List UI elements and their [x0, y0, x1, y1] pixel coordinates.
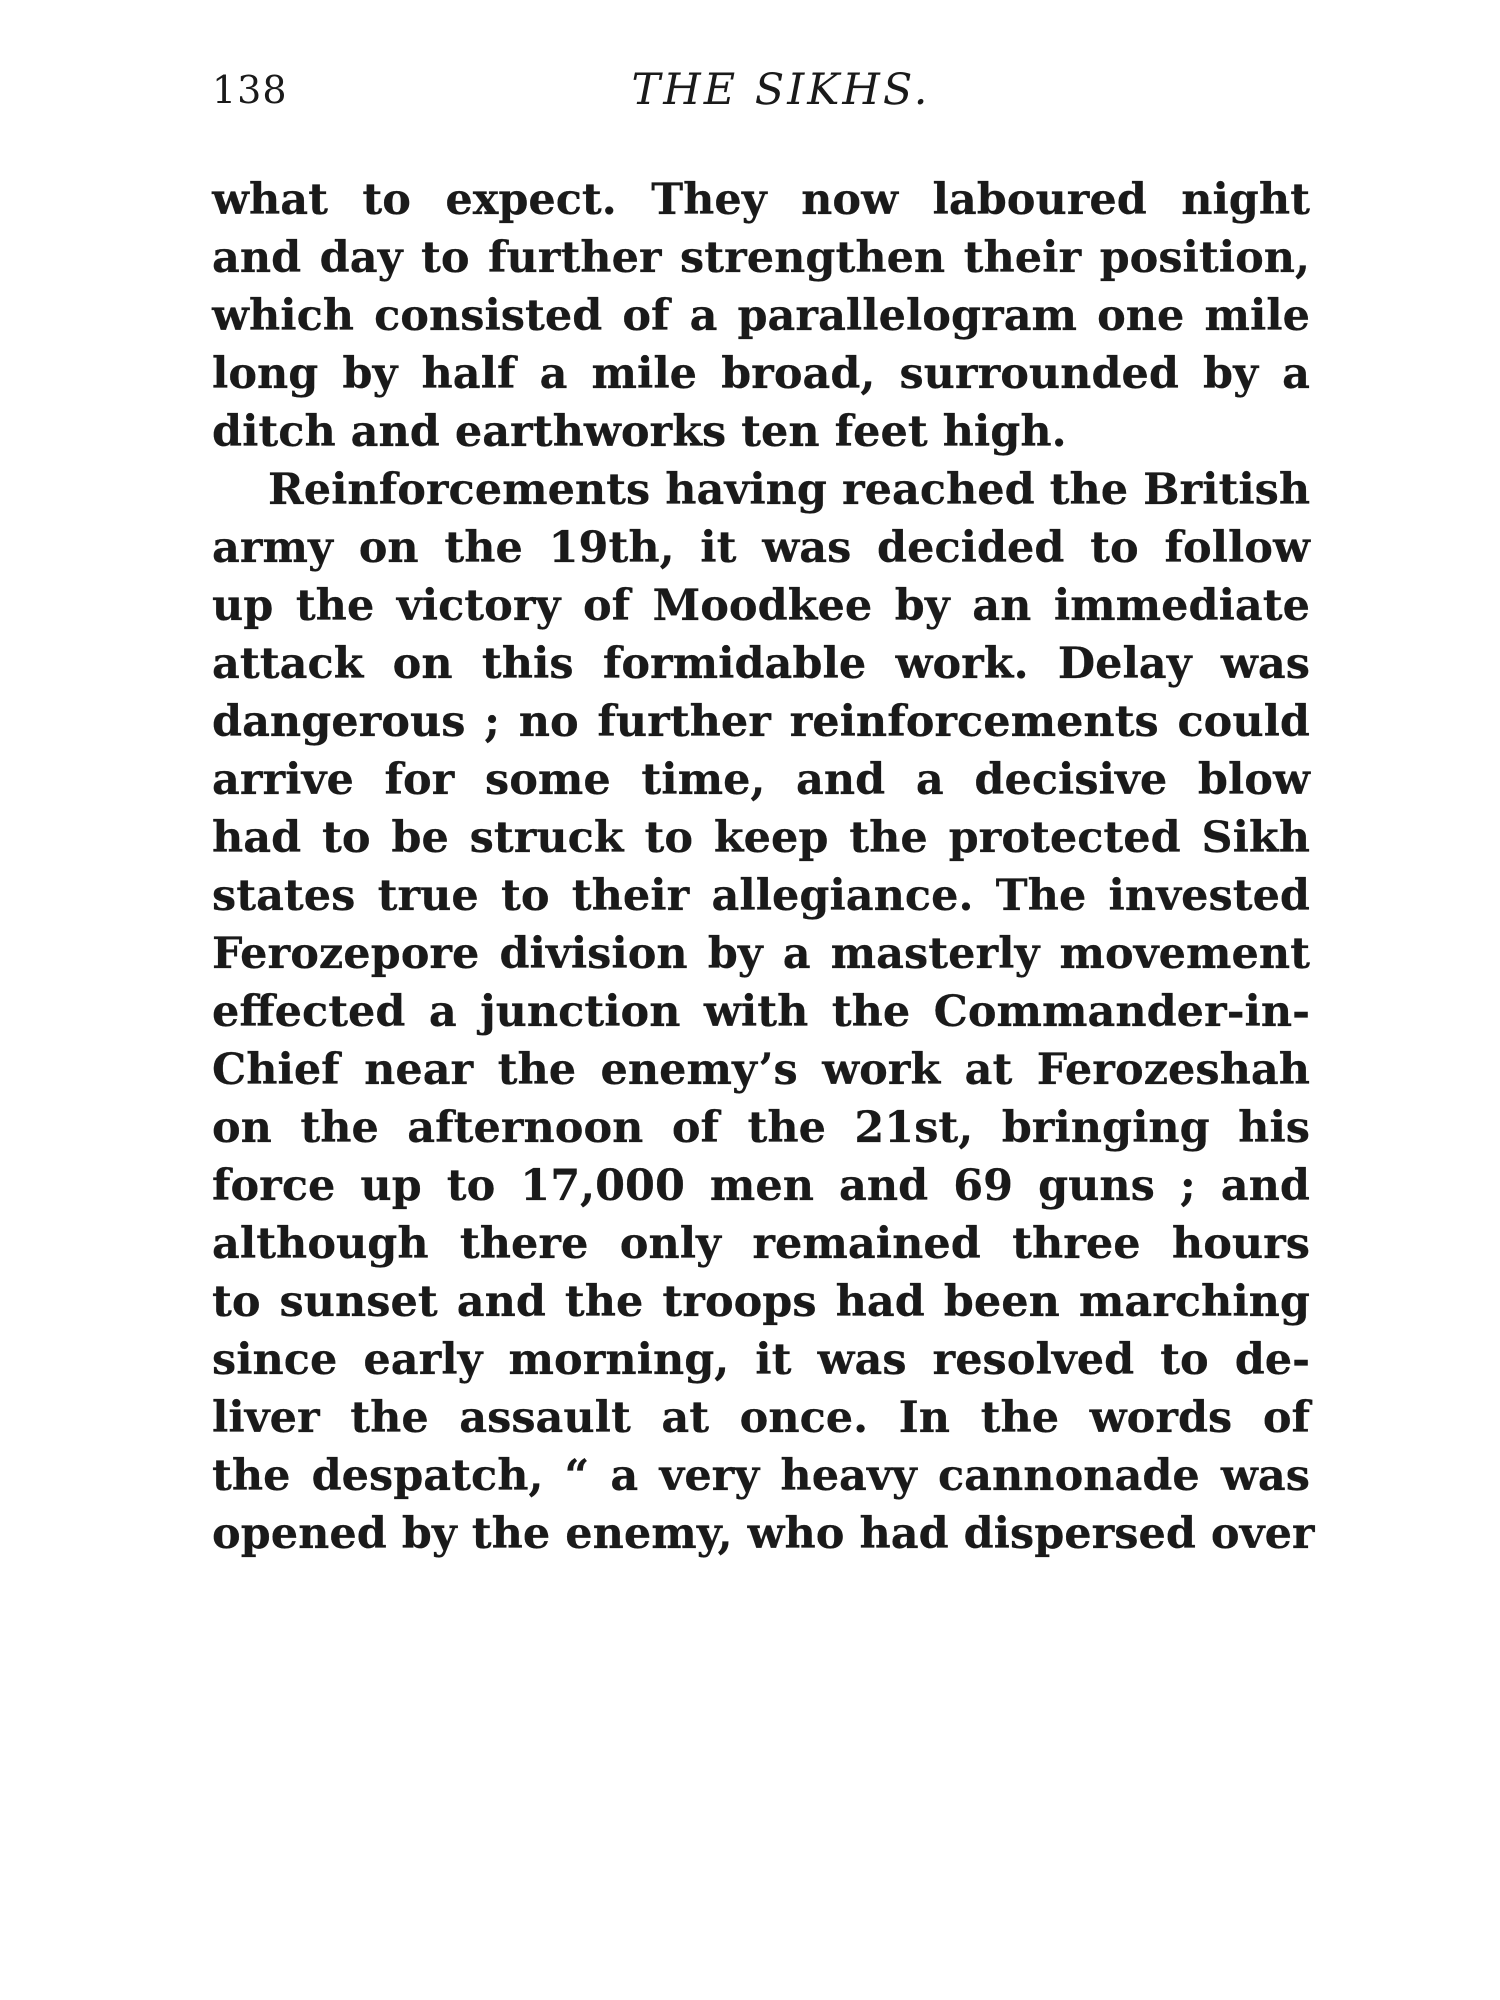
text-line: Reinforcements having reached the British	[268, 465, 1311, 515]
text-line: had to be struck to keep the protected Sikh	[212, 813, 1310, 863]
text-line: which consisted of a parallelogram one mile	[212, 291, 1310, 341]
text-line: and day to further strengthen their position,	[212, 233, 1310, 283]
text-line: arrive for some time, and a decisive blow	[212, 755, 1310, 805]
text-line: effected a junction with the Commander-in-	[212, 987, 1310, 1037]
text-line: although there only remained three hours	[212, 1219, 1310, 1269]
text-line: liver the assault at once. In the words of	[212, 1393, 1310, 1443]
text-line: dangerous ; no further reinforcements could	[212, 697, 1310, 747]
text-line: states true to their allegiance. The invested	[212, 871, 1310, 921]
text-line: since early morning, it was resolved to de-	[212, 1335, 1310, 1385]
text-line: long by half a mile broad, surrounded by a	[212, 349, 1310, 399]
text-line: attack on this formidable work. Delay was	[212, 639, 1310, 689]
text-line: army on the 19th, it was decided to follow	[212, 523, 1310, 573]
page-number: 138	[212, 68, 288, 112]
text-line: Ferozepore division by a masterly movement	[212, 929, 1310, 979]
text-line: on the afternoon of the 21st, bringing his	[212, 1103, 1310, 1153]
text-line: opened by the enemy, who had dispersed over	[212, 1509, 1315, 1559]
page-header	[212, 62, 1310, 118]
text-line: ditch and earthworks ten feet high.	[212, 407, 1067, 457]
text-line: force up to 17,000 men and 69 guns ; and	[212, 1161, 1310, 1211]
text-line: what to expect. They now laboured night	[212, 175, 1310, 225]
text-line: to sunset and the troops had been marching	[212, 1277, 1310, 1327]
running-title: THE SIKHS.	[631, 65, 931, 115]
text-line: up the victory of Moodkee by an immediate	[212, 581, 1310, 631]
text-line: the despatch, “ a very heavy cannonade was	[212, 1451, 1310, 1501]
text-line: Chief near the enemy’s work at Ferozeshah	[212, 1045, 1310, 1095]
